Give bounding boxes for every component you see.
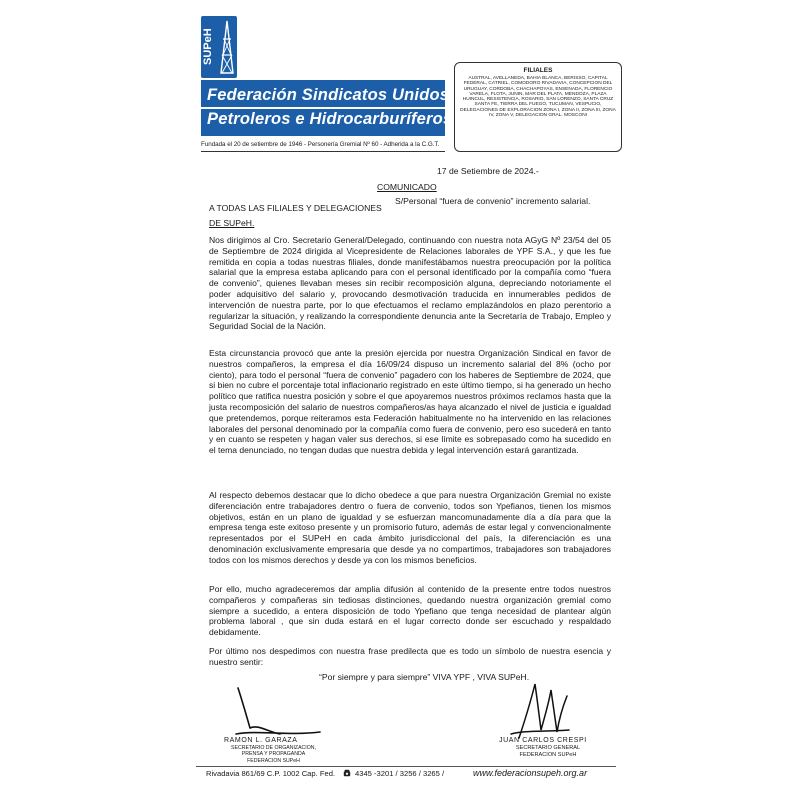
letter-subject: S/Personal “fuera de convenio” incremento salarial. — [395, 196, 591, 206]
footer-address: Rivadavia 861/69 C.P. 1002 Cap. Fed. — [206, 769, 336, 778]
header-rule — [201, 151, 445, 152]
federation-banner — [201, 80, 453, 136]
oil-derrick-icon — [219, 19, 235, 75]
right-role-line-1: SECRETARIO GENERAL — [515, 745, 581, 751]
footer-rule — [196, 766, 616, 767]
comunicado-heading: COMUNICADO — [377, 182, 437, 192]
closing-motto: “Por siempre y para siempre” VIVA YPF , VIVA SUPeH. — [319, 672, 530, 682]
left-role-line-1: SECRETARIO DE ORGANIZACION, — [231, 745, 316, 751]
banner-line-2: Petroleros e Hidrocarburíferos — [207, 110, 453, 128]
right-signature — [505, 680, 575, 742]
letter-date: 17 de Setiembre de 2024.- — [437, 166, 539, 176]
left-signature — [228, 684, 328, 742]
right-signatory-name: JUAN CARLOS CRESPI — [499, 737, 587, 744]
paragraph-1: Nos dirigimos al Cro. Secretario General/Delegado, continuando con nuestra nota AGyG Nº 23/54 del 05 de Septiembre de 2024 dirigida al Vicepresidente de Relaciones laborales de YPF S.A., y que les fue remitida en copia a todas nuestras filiales, donde manifestábamos nuestra preocupación por la política salarial que la empresa estaba aplicando para con el personal identificado por la compañía como “fuera de convenio”, quienes llevaban meses sin recibir recomposición alguna, depreciando notoriamente el poder adquisitivo del salario y, provocando desmotivación traducida en innumerables pedidos de intervención de nuestra parte, por lo que efectuamos el reclamo emplazándolos en plazo perentorio a regularizar la situación, y realizando la correspondiente denuncia ante la Secretaría de Trabajo, Empleo y Seguridad Social de la Nación. — [209, 235, 611, 332]
footer-phone — [343, 769, 444, 778]
left-role-line-3: FEDERACION SUPeH — [247, 757, 300, 764]
paragraph-5: Por último nos despedimos con nuestra frase predilecta que es todo un símbolo de nuestra esencia y nuestro sentir: — [209, 646, 611, 667]
founded-line: Fundada el 20 de setiembre de 1946 - Personería Gremial Nº 60 - Adherida a la C.G.T. — [201, 141, 440, 148]
left-signatory-role — [226, 745, 321, 764]
filiales-box — [454, 62, 622, 152]
right-role-line-2: FEDERACION SUPeH — [519, 751, 577, 758]
filiales-list: AUSTRAL, AVELLANEDA, BAHIA BLANCA, BERISSO, CAPITAL FEDERAL, CATRIEL, COMODORO RIVADAVIA, CONCEPCION DEL URUGUAY, CORDOBA, CHACHAPOYAS, ENSENADA, FLORENCIO VARELA, FLOTA, JUNIN, MAR DEL PLATA, MENDOZA, PLAZA HUINCUL, RESISTENCIA, ROSARIO, SAN LORENZO, SANTA CRUZ SANTA FE, TIERRA DEL FUEGO, TUCUMAN, VESPUCIO, DELEGACIONES DE EXPLORACION ZONA I, ZONA II, ZONA III, ZONA IV, ZONA V, DELEGACION GRAL. MOSCONI — [460, 76, 616, 119]
phone-icon — [343, 769, 351, 777]
filiales-title: FILIALES — [523, 67, 553, 74]
left-role-line-2: PRENSA Y PROPAGANDA — [241, 751, 306, 758]
left-signatory-name: RAMON L. GARAZA — [224, 737, 298, 744]
paragraph-3: Al respecto debemos destacar que lo dicho obedece a que para nuestra Organización Gremial no existe diferenciación entre trabajadores dentro o fuera de convenio, todos son Ypefianos, tienen los mismos objetivos, están en un plano de igualdad y se esfuerzan mancomunadamente día a día para que la empresa tenga este exitoso presente y un promisorio futuro, además de estar legal y convencionalmente representados por el SUPeH en cada ámbito jurisdiccional del país, la diferenciación es una denominación exclusivamente empresaria que desde ya no compartimos, trabajadores son trabajadores todos con los mismos derechos y desde ya con los mismos beneficios. — [209, 490, 611, 565]
greeting-line-2: DE SUPeH. — [209, 218, 255, 228]
footer-website[interactable]: www.federacionsupeh.org.ar — [473, 768, 588, 778]
footer-phone-numbers: 4345 -3201 / 3256 / 3265 / — [355, 769, 445, 778]
paragraph-2: Esta circunstancia provocó que ante la presión ejercida por nuestra Organización Sindical en favor de nuestros compañeros, la empresa el día 16/09/24 dispuso un incremento salarial del 8% (ocho por ciento), para todo el personal “fuera de convenio” pagadero con los haberes de Septiembre de 2024, que si bien no cubre el porcentaje total inflacionario registrado en este último tiempo, si ha generado un hecho político que ratifica nuestra posición y sobre el que apoyaremos nuestros próximos reclamos hasta que la justa recomposición del salario de nuestros compañeros/as haya alcanzado el nivel de justicia e igualdad que pretendemos, porque reiteramos esta Federación habitualmente no ha intervenido en las relaciones laborales del personal denominado por la compañía como fuera de convenio, pero eso sucederá en tanto y en cuanto se respeten y hagan valer sus derechos, si ese límite es sobrepasado como ha sucedido en el tema denunciado, no tengan dudas que nuestra debida y legal intervención estará garantizada. — [209, 348, 611, 456]
banner-line-1: Federación Sindicatos Unidos — [207, 86, 450, 104]
right-signatory-role — [507, 745, 589, 759]
banner-divider — [201, 107, 445, 109]
greeting-line-1: A TODAS LAS FILIALES Y DELEGACIONES — [209, 203, 382, 213]
paragraph-4: Por ello, mucho agradeceremos dar amplia difusión al contenido de la presente entre todos nuestros compañeros y compañeras sin tediosas distinciones, quedando nuestra organización gremial como siempre a sucedido, a entera disposición de todo Ypefiano que tenga necesidad de plantear algún problema laboral , que sin duda estará en el lugar correcto donde ser escuchado y respaldado debidamente. — [209, 584, 611, 638]
logo-wordmark: SUPeH — [202, 28, 214, 66]
